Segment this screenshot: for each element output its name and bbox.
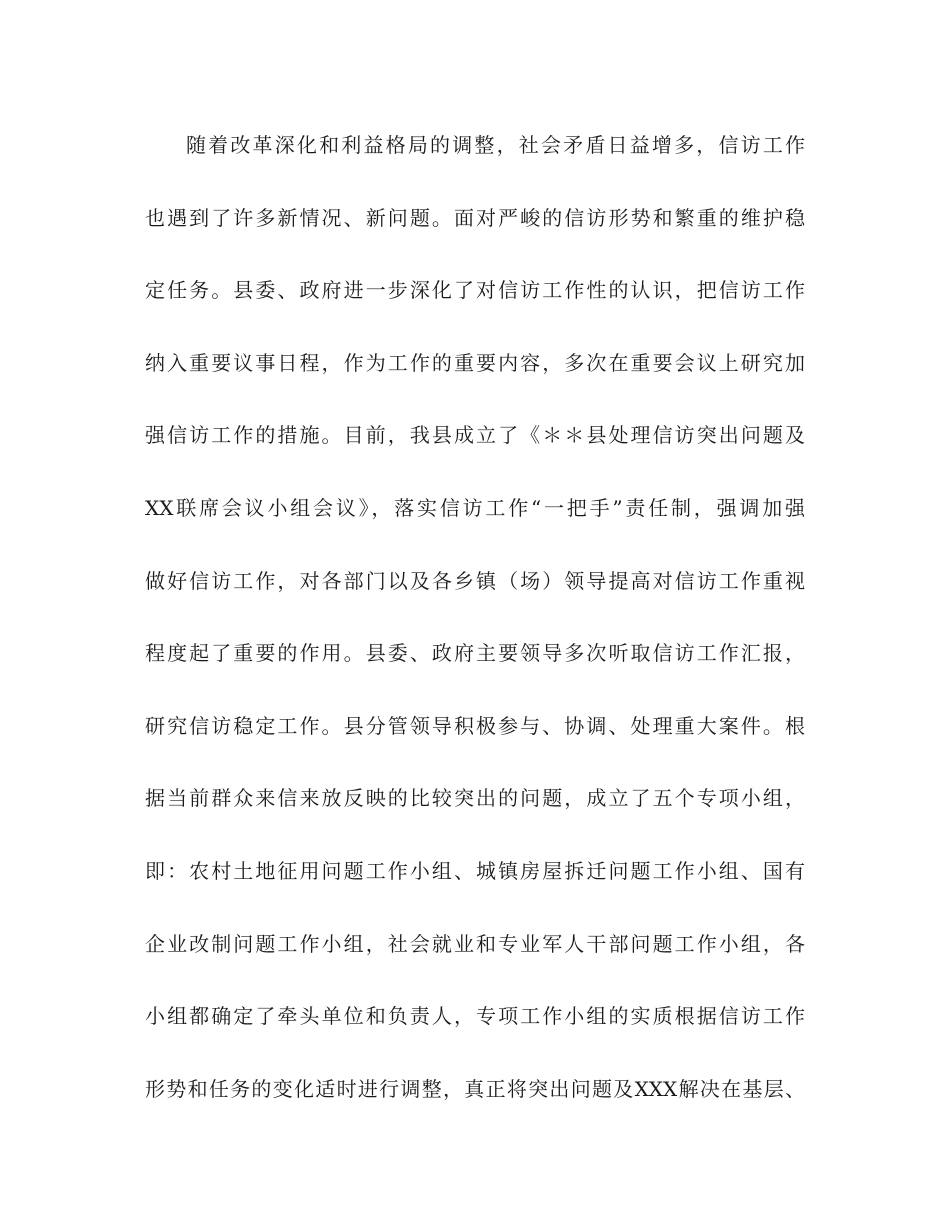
paragraph-line: 做好信访工作，对各部门以及各乡镇（场）领导提高对信访工作重视 bbox=[145, 569, 805, 593]
paragraph-line: 程度起了重要的作用。县委、政府主要领导多次听取信访工作汇报， bbox=[145, 641, 805, 665]
paragraph-line: 纳入重要议事日程，作为工作的重要内容，多次在重要会议上研究加 bbox=[145, 351, 805, 375]
paragraph-line: 形势和任务的变化适时进行调整，真正将突出问题及XXX解决在基层、 bbox=[145, 1077, 805, 1101]
paragraph-line: 也遇到了许多新情况、新问题。面对严峻的信访形势和繁重的维护稳 bbox=[145, 206, 805, 230]
paragraph-line: 小组都确定了牵头单位和负责人，专项工作小组的实质根据信访工作 bbox=[145, 1004, 805, 1028]
paragraph-line: 据当前群众来信来放反映的比较突出的问题，成立了五个专项小组， bbox=[145, 786, 805, 810]
paragraph-line: 强信访工作的措施。目前，我县成立了《＊＊县处理信访突出问题及 bbox=[145, 423, 805, 447]
paragraph-line: 随着改革深化和利益格局的调整，社会矛盾日益增多，信访工作 bbox=[186, 133, 805, 157]
paragraph-line: XX联席会议小组会议》，落实信访工作“一把手”责任制，强调加强 bbox=[145, 496, 805, 520]
paragraph-line: 即：农村土地征用问题工作小组、城镇房屋拆迁问题工作小组、国有 bbox=[145, 859, 805, 883]
paragraph-line: 定任务。县委、政府进一步深化了对信访工作性的认识，把信访工作 bbox=[145, 278, 805, 302]
paragraph-line: 研究信访稳定工作。县分管领导积极参与、协调、处理重大案件。根 bbox=[145, 714, 805, 738]
paragraph-line: 企业改制问题工作小组，社会就业和专业军人干部问题工作小组，各 bbox=[145, 932, 805, 956]
